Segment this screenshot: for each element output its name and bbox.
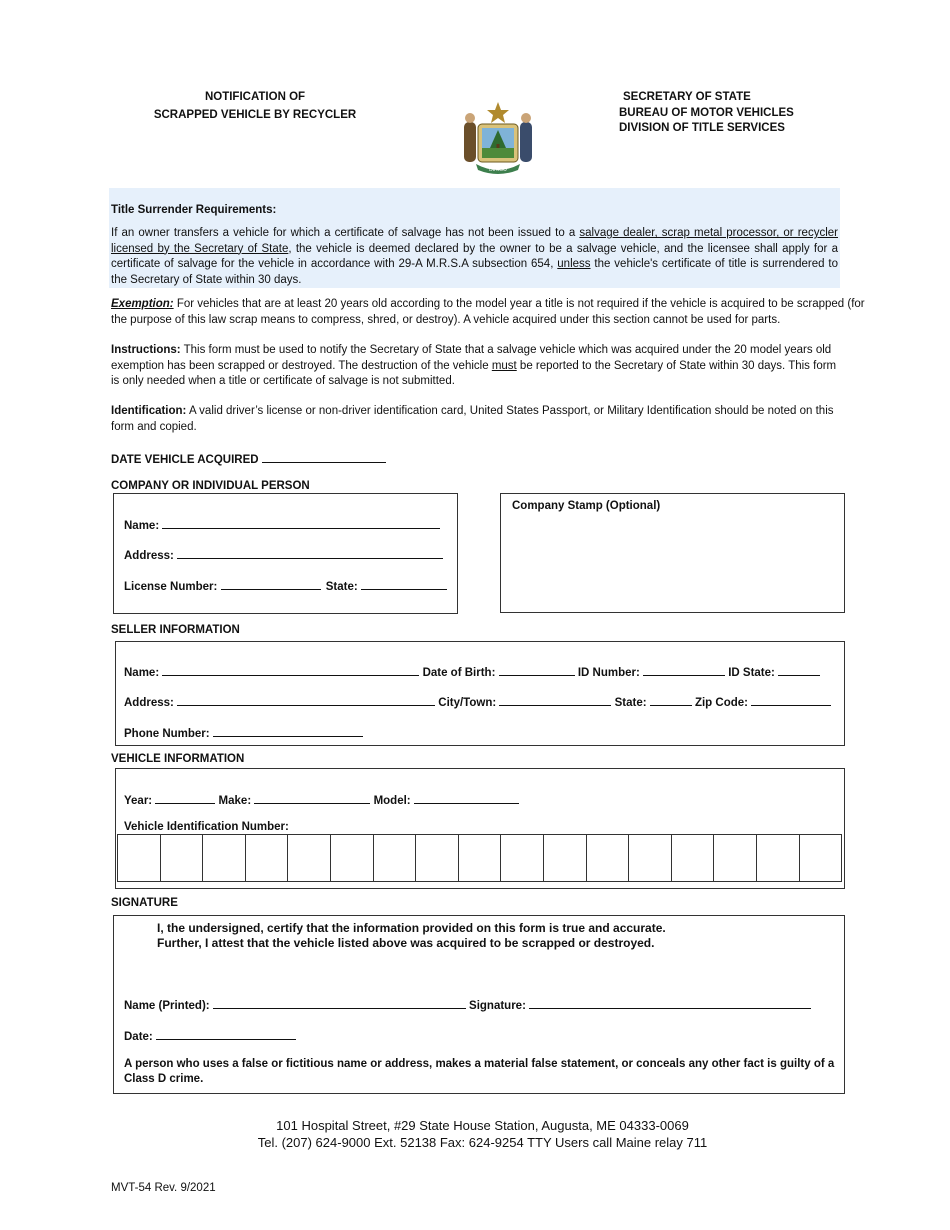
title-surrender-text [111, 226, 838, 288]
vin-cell[interactable] [501, 835, 544, 881]
company-address-field [124, 546, 443, 562]
seller-address-label: Address: [124, 697, 174, 709]
vin-cell[interactable] [587, 835, 630, 881]
ts-text-unless: unless [557, 258, 591, 270]
date-acquired-field [111, 450, 386, 466]
seller-state-input[interactable] [650, 693, 692, 706]
date-acquired-label: DATE VEHICLE ACQUIRED [111, 454, 259, 466]
false-statement-warning: A person who uses a false or fictitious name or address, makes a material false statement, or conceals any other fact is guilty of a Class D crime. [124, 1058, 835, 1085]
exemption-paragraph [111, 297, 881, 328]
identification-text: A valid driver’s license or non-driver identification card, United States Passport, or Military Identification should be noted on this form and copied. [111, 405, 834, 433]
certify-statement: I, the undersigned, certify that the information provided on this form is true and accurate. Further, I attest that the vehicle listed above was acquired to be scrapped or destroyed. [157, 921, 666, 950]
date-acquired-input[interactable] [262, 450, 386, 463]
ts-text-1: If an owner transfers a vehicle for which a certificate of salvage has not been issued to a [111, 227, 580, 239]
signature-input[interactable] [529, 996, 811, 1009]
company-license-field [124, 577, 447, 593]
seller-state-label: State: [614, 697, 647, 709]
agency-header [619, 90, 794, 137]
maine-seal-icon [458, 100, 538, 176]
license-number-label: License Number: [124, 581, 218, 593]
form-id: MVT-54 Rev. 9/2021 [111, 1182, 216, 1194]
vin-cell[interactable] [672, 835, 715, 881]
ts-text-3: the vehicle's certificate of title is surrendered to the Secretary of State within 30 days. [111, 258, 838, 286]
seller-section-title: SELLER INFORMATION [111, 624, 240, 636]
vin-label: Vehicle Identification Number: [124, 821, 289, 833]
signature-label: Signature: [469, 1000, 526, 1012]
vin-cell[interactable] [459, 835, 502, 881]
seller-name-label: Name: [124, 667, 160, 679]
instructions-text-1: This form must be used to notify the Secretary of State that a salvage vehicle which was acquired under the 20 model years old exemption has been scrapped or destroyed. The destruction of the vehicle [111, 344, 832, 372]
signature-row [124, 996, 811, 1012]
vehicle-model-label: Model: [373, 795, 411, 807]
vin-cell[interactable] [800, 835, 842, 881]
vehicle-year-label: Year: [124, 795, 153, 807]
seller-dob-input[interactable] [499, 663, 575, 676]
seller-row-2 [124, 693, 831, 709]
exemption-text: For vehicles that are at least 20 years old according to the model year a title is not required if the vehicle is acquired to be scrapped (for the purpose of this law scrap means to compress, shred, or destroy). A vehicle acquired under this section cannot be used for parts. [111, 298, 865, 326]
company-address-input[interactable] [177, 546, 443, 559]
vin-cell[interactable] [374, 835, 417, 881]
name-printed-label: Name (Printed): [124, 1000, 210, 1012]
agency-line2: BUREAU OF MOTOR VEHICLES [619, 106, 794, 119]
seller-address-input[interactable] [177, 693, 435, 706]
signature-date-field [124, 1027, 296, 1043]
title-surrender-heading: Title Surrender Requirements: [111, 204, 277, 216]
seller-phone-input[interactable] [213, 724, 363, 737]
seller-city-label: City/Town: [438, 697, 497, 709]
instructions-paragraph [111, 343, 838, 390]
seller-id-state-label: ID State: [728, 667, 775, 679]
vin-cell[interactable] [288, 835, 331, 881]
ts-text-underlined: salvage dealer, scrap metal processor, or recycler licensed by the Secretary of State [111, 227, 838, 255]
seller-city-input[interactable] [499, 693, 611, 706]
company-stamp-label: Company Stamp (Optional) [512, 500, 661, 512]
signature-date-label: Date: [124, 1031, 153, 1043]
form-title-line1: NOTIFICATION OF [204, 91, 306, 103]
identification-label: Identification: [111, 405, 187, 417]
form-title [150, 88, 360, 124]
signature-section-title: SIGNATURE [111, 897, 178, 909]
exemption-label: Exemption: [111, 298, 174, 310]
ts-text-2: , the vehicle is deemed declared by the owner to be a salvage vehicle, and the licensee shall apply for a certificate of salvage for the vehicle in accordance with 29-A M.R.S.A subsection 654, [111, 242, 838, 270]
footer-contact [0, 1117, 950, 1151]
agency-line3: DIVISION OF TITLE SERVICES [619, 122, 785, 134]
vin-cell[interactable] [331, 835, 374, 881]
seller-row-1 [124, 663, 820, 679]
instructions-text-2: be reported to the Secretary of State within 30 days. This form is only needed when a title or certificate of salvage is not submitted. [111, 359, 837, 387]
vehicle-section-title: VEHICLE INFORMATION [111, 753, 245, 765]
instructions-label: Instructions: [111, 344, 181, 356]
vehicle-year-input[interactable] [155, 791, 215, 804]
seller-name-input[interactable] [162, 663, 419, 676]
footer-address: 101 Hospital Street, #29 State House Station, Augusta, ME 04333-0069 [276, 1118, 689, 1133]
vin-cell[interactable] [416, 835, 459, 881]
vin-cell[interactable] [629, 835, 672, 881]
vin-cell[interactable] [118, 835, 161, 881]
vin-cell[interactable] [714, 835, 757, 881]
company-name-input[interactable] [162, 516, 440, 529]
vehicle-make-input[interactable] [254, 791, 370, 804]
seller-zip-label: Zip Code: [694, 697, 748, 709]
vin-cell[interactable] [757, 835, 800, 881]
form-title-line2: SCRAPPED VEHICLE BY RECYCLER [153, 109, 357, 121]
license-number-input[interactable] [221, 577, 321, 590]
vehicle-model-input[interactable] [414, 791, 519, 804]
signature-date-input[interactable] [156, 1027, 296, 1040]
identification-paragraph [111, 404, 841, 435]
seller-dob-label: Date of Birth: [422, 667, 496, 679]
footer-phone: Tel. (207) 624-9000 Ext. 52138 Fax: 624-9254 TTY Users call Maine relay 711 [257, 1135, 708, 1150]
company-state-label: State: [325, 581, 358, 593]
company-address-label: Address: [124, 550, 174, 562]
seller-phone-label: Phone Number: [124, 728, 210, 740]
vin-cell[interactable] [544, 835, 587, 881]
seller-zip-input[interactable] [751, 693, 831, 706]
vin-grid [117, 834, 842, 882]
vin-cell[interactable] [203, 835, 246, 881]
seal-motto: DIRIGO [489, 167, 507, 173]
name-printed-input[interactable] [213, 996, 466, 1009]
instructions-must: must [491, 359, 517, 372]
seller-id-state-input[interactable] [778, 663, 820, 676]
vin-cell[interactable] [161, 835, 204, 881]
vehicle-row-1 [124, 791, 519, 807]
company-section-title: COMPANY OR INDIVIDUAL PERSON [111, 480, 310, 492]
seller-phone-field [124, 724, 363, 740]
company-name-label: Name: [124, 520, 160, 532]
company-state-input[interactable] [361, 577, 447, 590]
vin-cell[interactable] [246, 835, 289, 881]
vehicle-make-label: Make: [218, 795, 252, 807]
company-name-field [124, 516, 440, 532]
seller-id-number-label: ID Number: [577, 667, 640, 679]
seller-id-number-input[interactable] [643, 663, 725, 676]
agency-line1: SECRETARY OF STATE [623, 91, 751, 103]
